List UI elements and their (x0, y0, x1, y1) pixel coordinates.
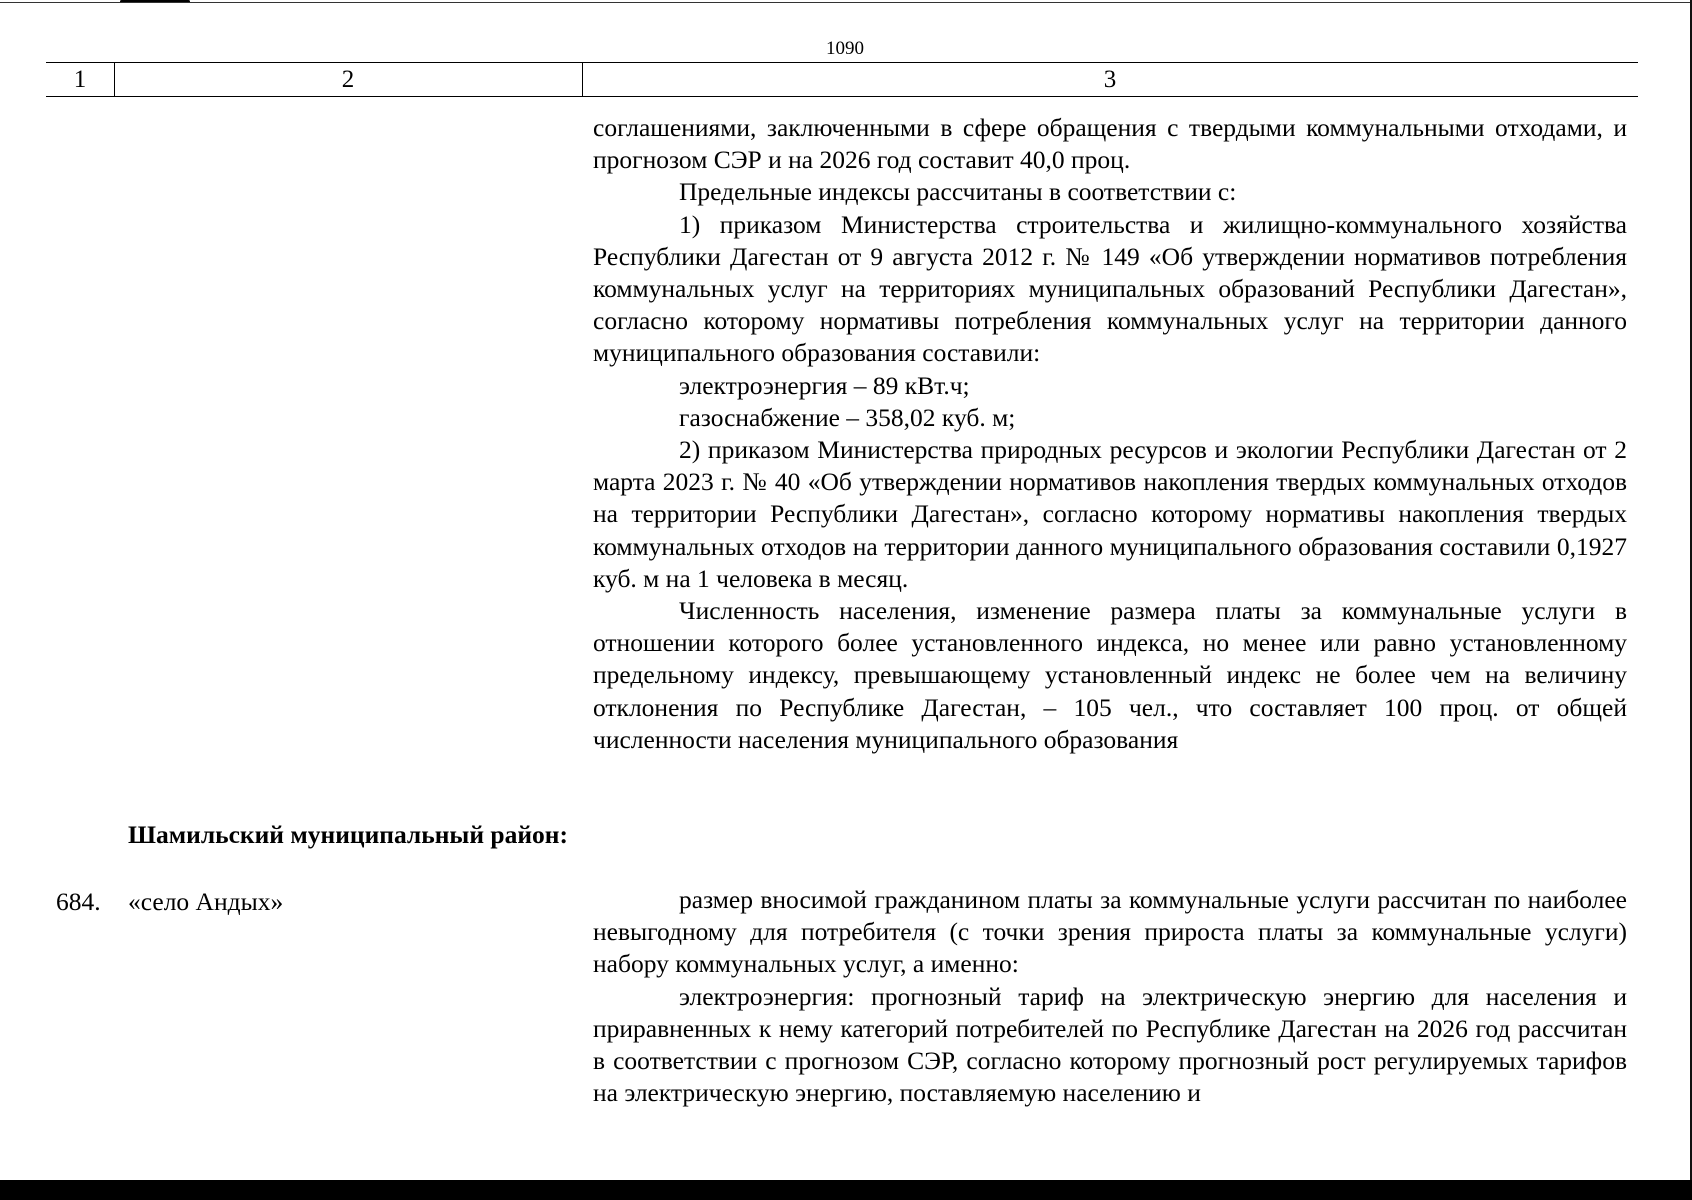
table-header-row (46, 62, 1638, 97)
paragraph: электроэнергия: прогнозный тариф на электрическую энергию для населения и приравненных к нему категорий потребителей по Республике Дагестан на 2026 год рассчитан в соответствии с прогнозом СЭР, согласно которому прогнозный рост регулируемых тарифов на электрическую энергию, поставляемую населению и (593, 981, 1627, 1108)
header-cell-2: 2 (341, 66, 355, 93)
paragraph: размер вносимой гражданином платы за коммунальные услуги рассчитан по наиболее невыгодному для потребителя (с точки зрения прироста платы за коммунальные услуги) набору коммунальных услуг, а именно: (593, 885, 1627, 979)
municipality-name: «село Андых» (128, 887, 284, 916)
entry-text (593, 884, 1627, 1109)
page-number: 1090 (826, 38, 864, 59)
district-title: Шамильский муниципальный район: (128, 820, 568, 849)
paragraph: соглашениями, заключенными в сфере обращения с твердыми коммунальными отходами, и прогнозом СЭР и на 2026 год составит 40,0 проц. (593, 113, 1627, 175)
paragraph: Предельные индексы рассчитаны в соответствии с: (679, 177, 1237, 207)
scan-edge-line (0, 2, 1692, 3)
scan-bottom-edge (0, 1180, 1692, 1200)
header-cell-3: 3 (1103, 66, 1117, 93)
scan-top-edge (0, 0, 1692, 6)
paragraph: Численность населения, изменение размера платы за коммунальные услуги в отношении которого более установленного индекса, но менее или равно установленному предельному индексу, превышающему установленный индекс не более чем на величину отклонения по Республике Дагестан, – 105 чел., что составляет 100 проц. от общей численности населения муниципального образования (593, 596, 1627, 754)
paragraph: электроэнергия – 89 кВт.ч; (679, 370, 970, 400)
paragraph: газоснабжение – 358,02 куб. м; (679, 402, 1016, 432)
continuation-text (593, 112, 1627, 756)
paragraph: 2) приказом Министерства природных ресурсов и экологии Республики Дагестан от 2 марта 2023 г. № 40 «Об утверждении нормативов накопления твердых коммунальных отходов на территории Республики Дагестан», согласно которому нормативы накопления твердых коммунальных отходов на территории данного муниципального образования составили 0,1927 куб. м на 1 человека в месяц. (593, 435, 1627, 593)
header-cell-1: 1 (73, 66, 87, 93)
row-number: 684. (56, 887, 101, 916)
paragraph: 1) приказом Министерства строительства и жилищно-коммунального хозяйства Республики Дагестан от 9 августа 2012 г. № 149 «Об утверждении нормативов потребления коммунальных услуг на территориях муниципальных образований Республики Дагестан», согласно которому нормативы потребления коммунальных услуг на территории данного муниципального образования составили: (593, 209, 1627, 368)
